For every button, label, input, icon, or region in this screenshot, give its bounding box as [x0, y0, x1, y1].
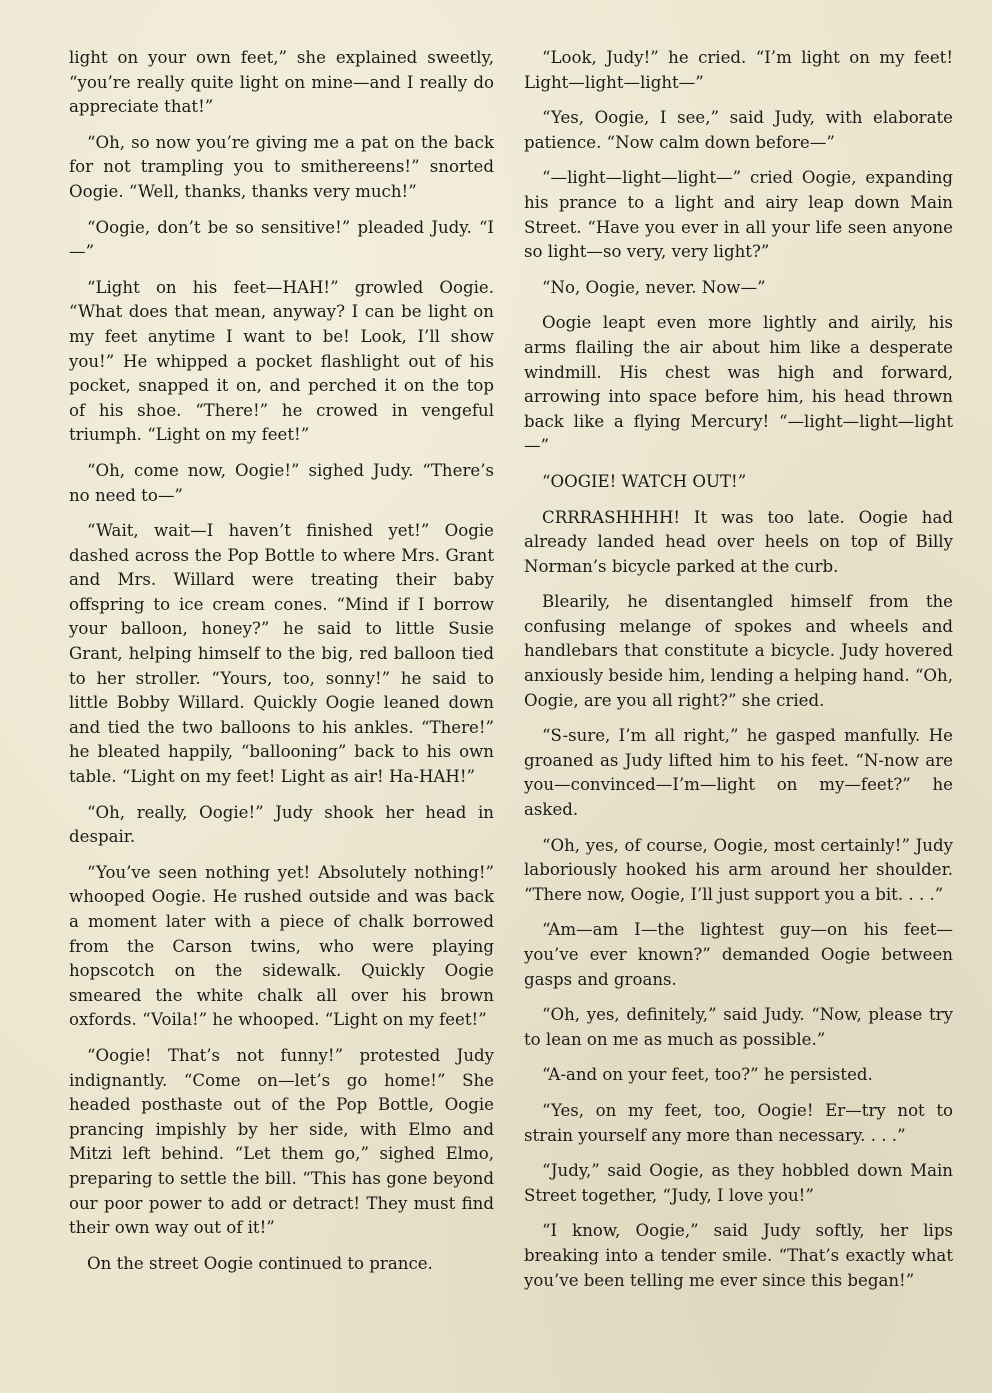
paragraph: “Oh, really, Oogie!” Judy shook her head in despair.	[69, 802, 494, 847]
paragraph: “Oh, so now you’re giving me a pat on the back for not trampling you to smithereens!” snorted Oogie. “Well, thanks, thanks very much!”	[69, 132, 494, 201]
paragraph: “Wait, wait—I haven’t finished yet!” Oogie dashed across the Pop Bottle to where Mrs. Grant and Mrs. Willard were treating their baby offspring to ice cream cones. “Mind if I borrow your balloon, honey?” he said to little Susie Grant, helping himself to the big, red balloon tied to her stroller. “Yours, too, sonny!” he said to little Bobby Willard. Quickly Oogie leaned down and tied the two balloons to his ankles. “There!” he bleated happily, “ballooning” back to his own table. “Light on my feet! Light as air! Ha-HAH!”	[69, 521, 494, 787]
paragraph: “S-sure, I’m all right,” he gasped manfully. He groaned as Judy lifted him to his feet. “N-now are you—convinced—I’m—light on my—feet?” he asked.	[524, 726, 953, 820]
paragraph: Oogie leapt even more lightly and airily, his arms flailing the air about him like a desperate windmill. His chest was high and forward, arrowing into space before him, his head thrown back like a flying Mercury! “—light—light—light—”	[524, 313, 953, 456]
paragraph: “Am—am I—the lightest guy—on his feet—you’ve ever known?” demanded Oogie between gasps and groans.	[524, 920, 953, 989]
paragraph: “Light on his feet—HAH!” growled Oogie. “What does that mean, anyway? I can be light on my feet anytime I want to be! Look, I’ll show you!” He whipped a pocket flashlight out of his pocket, snapped it on, and perched it on the top of his shoe. “There!” he crowed in vengeful triumph. “Light on my feet!”	[69, 277, 494, 445]
paragraph: CRRRASHHHH! It was too late. Oogie had already landed head over heels on top of Billy Norman’s bicycle parked at the curb.	[524, 507, 953, 576]
paragraph: “Oogie! That’s not funny!” protested Judy indignantly. “Come on—let’s go home!” She headed posthaste out of the Pop Bottle, Oogie prancing impishly by her side, with Elmo and Mitzi left behind. “Let them go,” sighed Elmo, preparing to settle the bill. “This has gone beyond our poor power to add or detract! They must find their own way out of it!”	[69, 1045, 494, 1238]
paragraph: “I know, Oogie,” said Judy softly, her lips breaking into a tender smile. “That’s exactly what you’ve been telling me ever since this began!”	[524, 1221, 953, 1290]
paragraph: “Oogie, don’t be so sensitive!” pleaded Judy. “I—”	[69, 217, 494, 262]
paragraph: “Oh, yes, definitely,” said Judy. “Now, please try to lean on me as much as possible.”	[524, 1005, 953, 1049]
paragraph: “OOGIE! WATCH OUT!”	[542, 471, 747, 491]
paragraph: “A-and on your feet, too?” he persisted.	[542, 1065, 873, 1085]
paragraph: “No, Oogie, never. Now—”	[542, 277, 766, 297]
left-column	[69, 46, 494, 1276]
paragraph: Blearily, he disentangled himself from the confusing melange of spokes and wheels and handlebars that constitute a bicycle. Judy hovered anxiously beside him, lending a helping hand. “Oh, Oogie, are you all right?” she cried.	[524, 592, 953, 710]
paragraph: “You’ve seen nothing yet! Absolutely nothing!” whooped Oogie. He rushed outside and was back a moment later with a piece of chalk borrowed from the Carson twins, who were playing hopscotch on the sidewalk. Quickly Oogie smeared the white chalk all over his brown oxfords. “Voila!” he whooped. “Light on my feet!”	[69, 862, 494, 1030]
paragraph: “Oh, yes, of course, Oogie, most certainly!” Judy laboriously hooked his arm around her shoulder. “There now, Oogie, I’ll just support you a bit. . . .”	[524, 835, 953, 904]
paragraph: “—light—light—light—” cried Oogie, expanding his prance to a light and airy leap down Main Street. “Have you ever in all your life seen anyone so light—so very, very light?”	[524, 168, 953, 262]
right-column	[524, 46, 953, 1293]
paragraph: “Judy,” said Oogie, as they hobbled down Main Street together, “Judy, I love you!”	[524, 1161, 953, 1205]
paragraph: “Yes, on my feet, too, Oogie! Er—try not to strain yourself any more than necessary. . . .”	[524, 1100, 953, 1145]
paragraph: “Yes, Oogie, I see,” said Judy, with elaborate patience. “Now calm down before—”	[524, 108, 953, 152]
paragraph: light on your own feet,” she explained sweetly, “you’re really quite light on mine—and I really do appreciate that!”	[69, 48, 494, 117]
paragraph: “Oh, come now, Oogie!” sighed Judy. “There’s no need to—”	[69, 460, 494, 505]
paragraph: On the street Oogie continued to prance.	[87, 1253, 433, 1273]
paragraph: “Look, Judy!” he cried. “I’m light on my feet! Light—light—light—”	[524, 48, 953, 92]
